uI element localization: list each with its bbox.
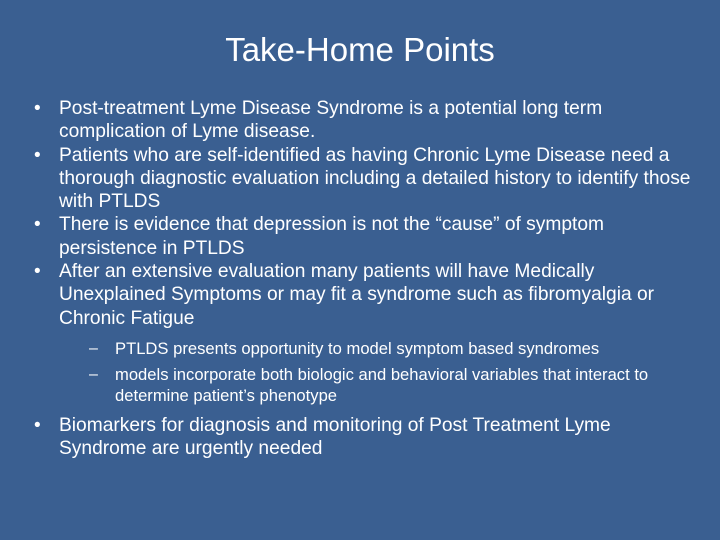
- bullet-marker: •: [34, 98, 41, 119]
- sub-bullet-item: [59, 338, 694, 359]
- bullet-list: [34, 97, 694, 461]
- sub-bullet-text: PTLDS presents opportunity to model symptom based syndromes: [115, 338, 600, 358]
- bullet-item: [34, 97, 694, 144]
- bullet-item: [34, 213, 694, 260]
- slide-title: Take-Home Points: [225, 31, 495, 68]
- bullet-text: There is evidence that depression is not the “cause” of symptom persistence in PTLDS: [59, 214, 604, 259]
- bullet-item: [34, 144, 694, 214]
- bullet-text: Patients who are self-identified as having Chronic Lyme Disease need a thorough diagnostic evaluation including a detailed history to identify those with PTLDS: [59, 144, 691, 213]
- sub-bullet-marker: –: [89, 365, 98, 383]
- bullet-text: Biomarkers for diagnosis and monitoring of Post Treatment Lyme Syndrome are urgently needed: [59, 414, 611, 460]
- bullet-text: After an extensive evaluation many patients will have Medically Unexplained Symptoms or may fit a syndrome such as fibromyalgia or Chronic Fatigue: [59, 261, 655, 329]
- slide-body: [34, 97, 694, 461]
- sub-bullet-list: [59, 338, 694, 406]
- bullet-text: Post-treatment Lyme Disease Syndrome is a potential long term complication of Lyme disease.: [59, 98, 603, 143]
- bullet-marker: •: [34, 144, 41, 166]
- bullet-marker: •: [34, 261, 41, 283]
- bullet-marker: •: [34, 214, 41, 236]
- bullet-marker: •: [34, 414, 41, 436]
- sub-bullet-item: [59, 364, 694, 406]
- bullet-item: [34, 414, 694, 461]
- sub-bullet-text: models incorporate both biologic and behavioral variables that interact to determine patient’s phenotype: [115, 364, 649, 405]
- bullet-item: [34, 260, 694, 406]
- sub-bullet-marker: –: [89, 339, 98, 357]
